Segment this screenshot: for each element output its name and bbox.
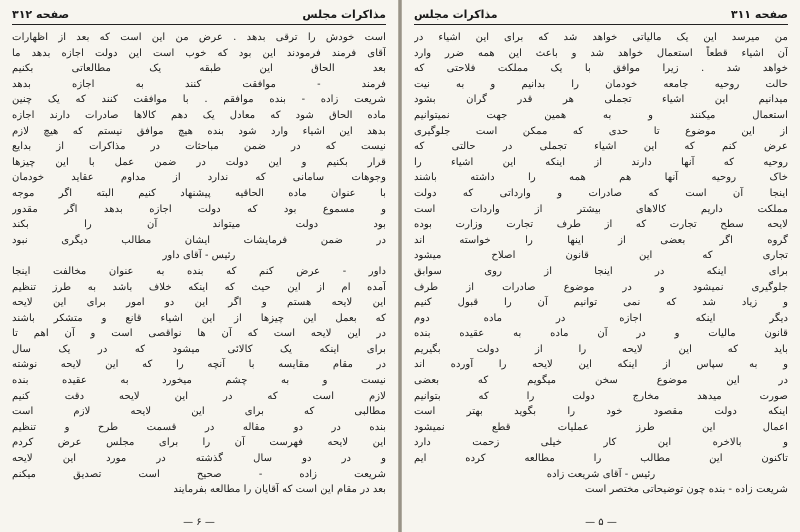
text-line: قرار بکنیم و این دولت در ضمن عمل با این چیزها (12, 156, 386, 168)
text-column (414, 30, 788, 514)
text-line: در مقام مقایسه با آنچه را که این لایحه نوشته (12, 359, 386, 371)
header-page-number: صفحه ۳۱۱ (730, 7, 788, 21)
text-line: مطالبی که برای این لایحه لازم است (12, 406, 386, 418)
text-line: باید که این لایحه را از دولت بگیریم (414, 343, 788, 355)
text-line: و مسموع بود که دولت اجازه بدهد اگر مقدور (12, 203, 386, 215)
header-title: مذاکرات مجلس (302, 7, 386, 21)
text-line: روحیه که آنها دارند از اینکه این اشیاء را (414, 156, 788, 168)
text-line: شریعت زاده - بنده موافقم . با موافقت کنند که یک چنین (12, 94, 386, 106)
text-line: ماده الحاق شود که معادل یک دهم کالاها صادرات دارند اجازه (12, 109, 386, 121)
text-line: در ضمن فرمایشات ایشان مطالب دیگری نبود (12, 234, 386, 246)
text-line: دیگر اینکه اجازه در ماده دوم (414, 312, 788, 324)
text-line: این لایحه فهرست آن را برای مجلس عرض کردم (12, 437, 386, 449)
text-line: رئیس - آقای داور (162, 250, 236, 262)
text-line: شریعت زاده - صحیح است تصدیق میکنم (12, 468, 386, 480)
text-line: جلوگیری نمیشود و در موضوع صادرات از طرف (414, 281, 788, 293)
header-rule (12, 24, 386, 25)
header-page-number: صفحه ۳۱۲ (12, 7, 70, 21)
text-line: با عنوان ماده الحاقیه پیشنهاد کنیم البته اگر موجه (12, 187, 386, 199)
text-line: بعد الحاق این طبقه یک مطالعاتی بکنیم (12, 63, 386, 75)
header-rule (414, 24, 788, 25)
text-line: اینکه دولت مقصود خود را بگوید بهتر است (414, 406, 788, 418)
text-line: شریعت زاده - بنده چون توضیحاتی مختصر است (584, 484, 788, 496)
text-column (12, 30, 386, 514)
left-page (0, 0, 398, 532)
text-line: بعد در مقام این است که آقایان را مطالعه بفرمایند (173, 484, 386, 496)
text-line: اینجا آن است که صادرات و وارداتی که دولت (414, 187, 788, 199)
text-line: تجاری که این قانون اصلاح میشود (414, 250, 788, 262)
text-line: لایحه سطح تجارت که از طرف تجارت وزارت بوده (414, 219, 788, 231)
text-line: مملکت داریم کالاهای بیشتر از واردات است (414, 203, 788, 215)
text-line: نیست و به چشم میخورد به عقیده بنده (12, 375, 386, 387)
page-footer-number: — ۵ — (585, 517, 617, 528)
text-line: خواهد شد . زیرا موافق با یک مملکت فلاحتی که (414, 63, 788, 75)
text-line: از این موضوع تا حدی که ممکن است جلوگیری (414, 125, 788, 137)
text-line: استعمال میکنند و به همین جهت نمیتوانیم (414, 109, 788, 121)
text-line: حالت روحیه جامعه خودمان را بدانیم و به نیت (414, 78, 788, 90)
text-line: در این موضوع سخن میگویم که بعضی (414, 375, 788, 387)
text-line: قانون مالیات و در آن ماده به عقیده بنده (414, 328, 788, 340)
text-line: برای اینکه در اینجا از روی سوابق (414, 265, 788, 277)
text-line: گروه اگر بعضی از اینها را خواسته اند (414, 234, 788, 246)
text-line: فرمند - موافقت کنند به اجازه بدهد (12, 78, 386, 90)
text-line: آمده ام از این حیث که اینکه خلاف باشد به طرز تنظیم (12, 281, 386, 293)
text-line: عرض کنم که این اشیاء تجملی در حالتی که (414, 141, 788, 153)
text-line: لازم است که در این لایحه دقت کنیم (12, 390, 386, 402)
text-line: نیست که در ضمن مباحثات در مذاکرات از بدایع (12, 141, 386, 153)
text-line: بدهد این اشیاء وارد شود بنده هیچ موافق نیستم که هیچ لازم (12, 125, 386, 137)
text-line: اعمال این طرز عملیات قطع نمیشود (414, 421, 788, 433)
text-line: خاک روحیه آنها هم همه را داشته باشند (414, 172, 788, 184)
text-line: بود دولت میتواند آن را بکند (12, 219, 386, 231)
text-line: آقای فرمند فرمودند این بود که خوب است این دولت اجازه بدهد ما (12, 47, 386, 59)
text-line: است خودش را ترقی بدهد . عرض من این است که بعد از اظهارات (12, 32, 386, 43)
text-line: تاکنون این مطالب را مطالعه کرده ایم (414, 453, 788, 465)
text-line: بنده در دو مقاله در قسمت طرح و تنظیم (12, 421, 386, 433)
text-line: و در دو سال گذشته در مورد این لایحه (12, 453, 386, 465)
text-line: صورت میدهد مخارج دولت را که بتوانیم (414, 390, 788, 402)
text-line: و به سپاس از اینکه این لایحه را آورده اند (414, 359, 788, 371)
page-header (414, 6, 788, 22)
text-line: میدانیم این اشیاء تجملی هر قدر گران بشود (414, 94, 788, 106)
text-line: وجوهات سامانی که ندارد از مداوم عقاید خودمان (12, 172, 386, 184)
page-header (12, 6, 386, 22)
text-line: داور - عرض کنم که بنده به عنوان مخالفت اینجا (12, 265, 386, 277)
text-line: برای اینکه یک کالائی میشود که در یک سال (12, 343, 386, 355)
text-line: در این لایحه است که آن ها نواقصی است و آن اهم تا (12, 328, 386, 340)
text-line: و زیاد شد که نمی توانیم آن را قبول کنیم (414, 297, 788, 309)
text-line: و بالاخره این کار خیلی زحمت دارد (414, 437, 788, 449)
text-line: این لایحه هستم و اگر این دو امور برای این لایحه (12, 297, 386, 309)
text-line: رئیس - آقای شریعت زاده (546, 468, 656, 480)
right-page (402, 0, 800, 532)
text-line: من میرسد این یک مالیاتی خواهد شد که برای این اشیاء در (414, 32, 788, 43)
page-footer-number: — ۶ — (183, 517, 215, 528)
text-line: که بعمل این چیزها از این اشیاء قانع و متشکر باشند (12, 312, 386, 324)
text-line: آن اشیاء قطعاً استعمال خواهد شد و باعث این همه ضرر وارد (414, 47, 788, 59)
header-title: مذاکرات مجلس (414, 7, 498, 21)
